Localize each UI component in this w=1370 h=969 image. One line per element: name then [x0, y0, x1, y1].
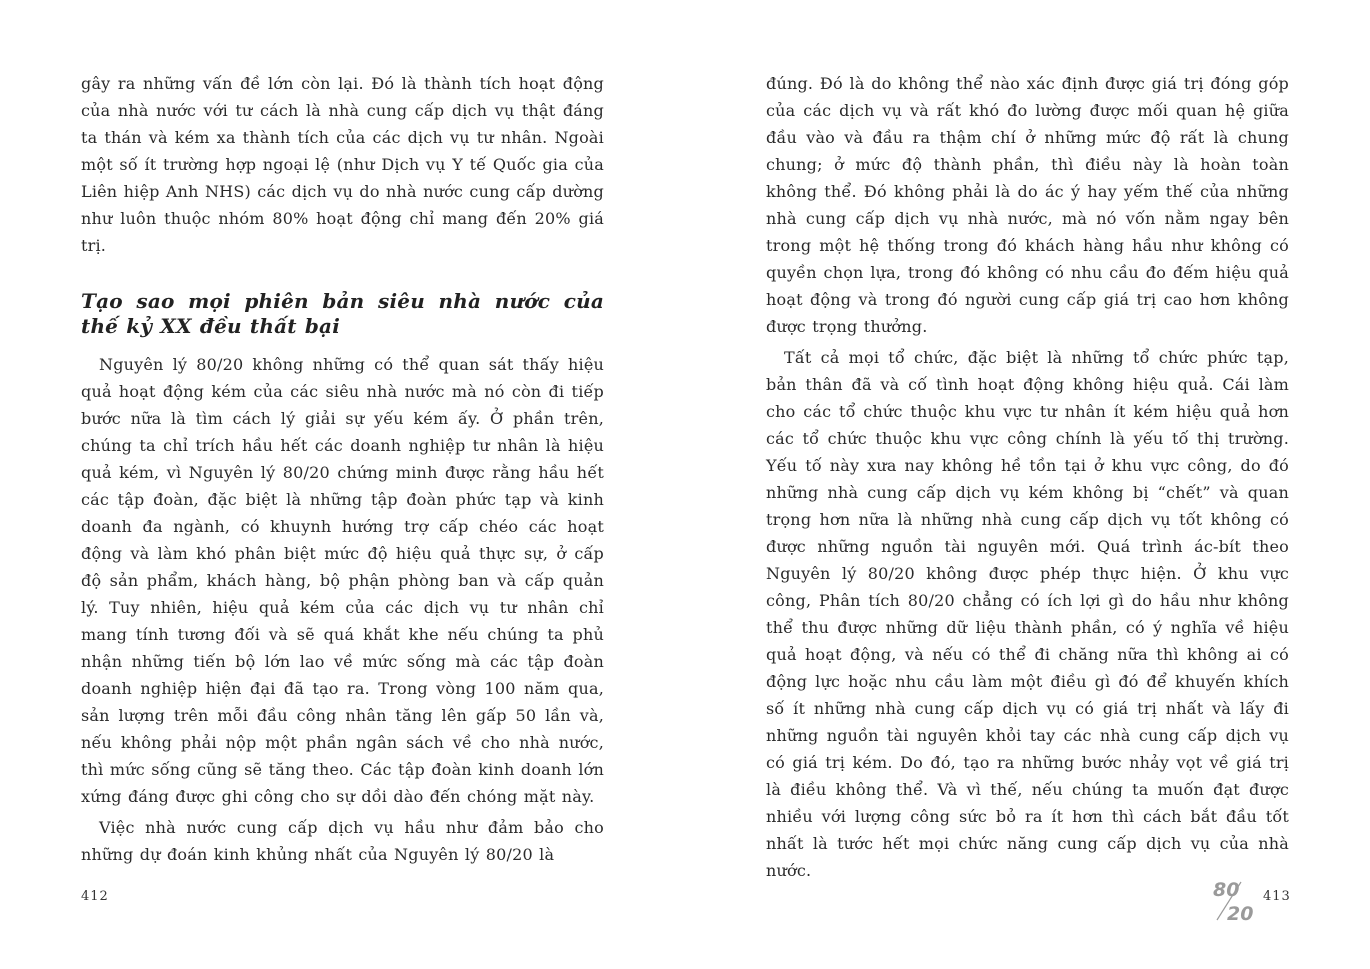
page-number-right: 413 — [1263, 889, 1291, 904]
section-heading: Tạo sao mọi phiên bản siêu nhà nước của thế kỷ XX đều thất bại — [81, 289, 604, 338]
right-page-text — [766, 70, 1289, 888]
book-logo-80-20 — [1211, 876, 1263, 924]
left-paragraph-2: Nguyên lý 80/20 không những có thể quan sát thấy hiệu quả hoạt động kém của các siêu nhà nước mà nó còn đi tiếp bước nữa là tìm cách lý giải sự yếu kém ấy. Ở phần trên, chúng ta chỉ trích hầu hết các doanh nghiệp tư nhân là hiệu quả kém, vì Nguyên lý 80/20 chứng minh được rằng hầu hết các tập đoàn, đặc biệt là những tập đoàn phức tạp và kinh doanh đa ngành, có khuynh hướng trợ cấp chéo các hoạt động và làm khó phân biệt mức độ hiệu quả thực sự, ở cấp độ sản phẩm, khách hàng, bộ phận phòng ban và cấp quản lý. Tuy nhiên, hiệu quả kém của các dịch vụ tư nhân chỉ mang tính tương đối và sẽ quá khắt khe nếu chúng ta phủ nhận những tiến bộ lớn lao về mức sống mà các tập đoàn doanh nghiệp hiện đại đã tạo ra. Trong vòng 100 năm qua, sản lượng trên mỗi đầu công nhân tăng lên gấp 50 lần và, nếu không phải nộp một phần ngân sách về cho nhà nước, thì mức sống cũng sẽ tăng theo. Các tập đoàn kinh doanh lớn xứng đáng được ghi công cho sự dồi dào đến chóng mặt này. — [81, 355, 604, 806]
page-number-left: 412 — [81, 889, 109, 904]
right-paragraph-1: đúng. Đó là do không thể nào xác định được giá trị đóng góp của các dịch vụ và rất khó đo lường được mối quan hệ giữa đầu vào và đầu ra thậm chí ở những mức độ rất là chung chung; ở mức độ thành phần, thì điều này là hoàn toàn không thể. Đó không phải là do ác ý hay yếm thế của những nhà cung cấp dịch vụ nhà nước, mà nó vốn nằm ngay bên trong một hệ thống trong đó khách hàng hầu như không có quyền chọn lựa, trong đó không có nhu cầu đo đếm hiệu quả hoạt động và trong đó người cung cấp giá trị cao hơn không được trọng thưởng. — [766, 74, 1289, 336]
logo-bottom-text: 20 — [1227, 903, 1254, 924]
right-paragraph-2: Tất cả mọi tổ chức, đặc biệt là những tổ chức phức tạp, bản thân đã và cố tình hoạt động không hiệu quả. Cái làm cho các tổ chức thuộc khu vực tư nhân ít kém hiệu quả hơn các tổ chức thuộc khu vực công chính là yếu tố thị trường. Yếu tố này xưa nay không hề tồn tại ở khu vực công, do đó những nhà cung cấp dịch vụ kém không bị “chết” và quan trọng hơn nữa là những nhà cung cấp dịch vụ tốt không có được những nguồn tài nguyên mới. Quá trình ác-bít theo Nguyên lý 80/20 không được phép thực hiện. Ở khu vực công, Phân tích 80/20 chẳng có ích lợi gì do hầu như không thể thu được những dữ liệu thành phần, có ý nghĩa về hiệu quả hoạt động, và nếu có thể đi chăng nữa thì không ai có động lực hoặc nhu cầu làm một điều gì đó để khuyến khích số ít những nhà cung cấp dịch vụ có giá trị nhất và lấy đi những nguồn tài nguyên khỏi tay các nhà cung cấp dịch vụ có giá trị kém. Do đó, tạo ra những bước nhảy vọt về giá trị là điều không thể. Và vì thế, nếu chúng ta muốn đạt được nhiều với lượng công sức bỏ ra ít hơn thì cách bắt đầu tốt nhất là tước hết mọi chức năng cung cấp dịch vụ của nhà nước. — [766, 348, 1289, 880]
left-page-text — [81, 70, 604, 872]
left-paragraph-1: gây ra những vấn đề lớn còn lại. Đó là thành tích hoạt động của nhà nước với tư cách là nhà cung cấp dịch vụ thật đáng ta thán và kém xa thành tích của các dịch vụ tư nhân. Ngoài một số ít trường hợp ngoại lệ (như Dịch vụ Y tế Quốc gia của Liên hiệp Anh NHS) các dịch vụ do nhà nước cung cấp dường như luôn thuộc nhóm 80% hoạt động chỉ mang đến 20% giá trị. — [81, 74, 604, 255]
left-page — [81, 0, 604, 969]
right-page — [766, 0, 1289, 969]
left-paragraph-3: Việc nhà nước cung cấp dịch vụ hầu như đảm bảo cho những dự đoán kinh khủng nhất của Nguyên lý 80/20 là — [81, 818, 604, 864]
logo-top-text: 80 — [1213, 879, 1240, 901]
